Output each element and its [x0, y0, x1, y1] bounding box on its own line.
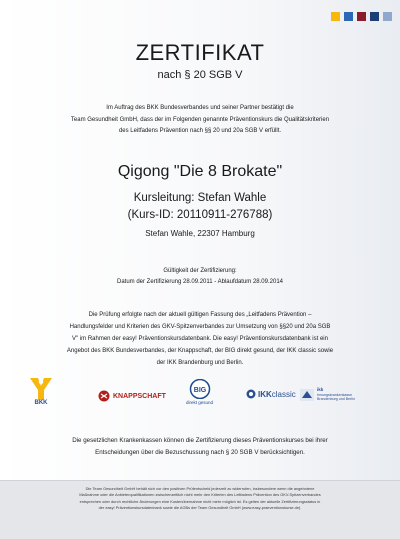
bkk-figure-icon: [28, 378, 54, 400]
body-line: Handlungsfelder und Kriterien des GKV-Spitzenverbandes zur Umsetzung von §§20 und 20a SGB: [69, 324, 331, 330]
closing-line: Die gesetzlichen Krankenkassen können die Zertifizierung dieses Präventionskurses bei ihrer: [72, 437, 328, 444]
knappschaft-emblem-icon: [98, 390, 110, 402]
big-logo: [186, 379, 213, 405]
footer-disclaimer: [0, 480, 400, 539]
footer-text: [26, 486, 374, 512]
body-paragraph: [28, 309, 372, 369]
body-line: der IKK Brandenburg und Berlin.: [156, 360, 244, 366]
brand-square-blue: [344, 12, 353, 21]
body-line: Angebot des BKK Bundesverbandes, der Knappschaft, der BIG direkt gesund, der IKK classic sowie: [66, 348, 334, 354]
intro-line: Im Auftrag des BKK Bundesverbandes und seiner Partner bestätigt die: [106, 105, 294, 111]
footer-line: Maßnahme oder die Anbieterqualifikationen zwischenzeitlich nicht mehr den Kriterien des Leitfadens Prävention des GKV-Spitzenverbandes: [79, 492, 321, 498]
big-badge-icon: [189, 379, 211, 399]
intro-line: Team Gesundheit GmbH, dass der im Folgenden genannte Präventionskurs die Qualitätskriterien: [70, 116, 330, 123]
big-badge-text: BIG: [193, 387, 206, 394]
body-line: V" im Rahmen der easy! Präventionskursdatenbank. Die easy! Präventionskursdatenbank ist ein: [72, 336, 328, 342]
ikk-brandenburg-line2: Brandenburg und Berlin: [317, 397, 355, 401]
course-id: (Kurs-ID: 20110911-276788): [127, 209, 273, 221]
closing-line: Entscheidungen über die Bezuschussung nach § 20 SGB V berücksichtigen.: [95, 449, 305, 456]
ikk-suffix: classic: [271, 389, 296, 399]
bkk-label: BKK: [34, 400, 48, 406]
body-line: Die Prüfung erfolgte nach der aktuell gültigen Fassung des „Leitfadens Prävention –: [88, 312, 312, 318]
footer-line: der easy! Präventionskursdatenbank sowie die AGBs der Team Gesundheit GmbH (www.easy-praeventionskurse.de).: [98, 505, 302, 511]
big-subtitle: direkt gesund: [186, 400, 214, 405]
certificate-title: ZERTIFIKAT: [135, 40, 265, 65]
ikk-brandenburg-label: [317, 388, 375, 402]
intro-paragraph: [30, 103, 370, 138]
ikk-brandenburg-emblem-icon: [300, 389, 314, 401]
course-leader: Kursleitung: Stefan Wahle: [133, 192, 267, 204]
knappschaft-logo: [98, 390, 166, 402]
ikk-prefix: IKK: [258, 389, 272, 399]
ikk-classic-emblem-icon: [246, 389, 256, 399]
knappschaft-label: KNAPPSCHAFT: [113, 392, 166, 400]
partner-logos: [18, 378, 382, 418]
bkk-logo: [24, 378, 58, 406]
ikk-classic-logo: [246, 389, 296, 399]
brand-square-yellow: [331, 12, 340, 21]
brand-color-squares: [331, 12, 392, 21]
closing-paragraph: [30, 435, 370, 459]
certificate-subtitle: nach § 20 SGB V: [157, 69, 243, 81]
validity-label: Gültigkeit der Zertifizierung:: [163, 268, 237, 274]
footer-line: entsprechen oder durch rechtliche Änderungen eine Kostenübernahme nicht mehr möglich ist. Es gelten der aktuelle Zertifizierungsstatus in: [79, 498, 321, 504]
ikk-classic-label: [258, 390, 296, 399]
brand-square-lightblue: [383, 12, 392, 21]
brand-square-red: [357, 12, 366, 21]
ikk-brandenburg-prefix: ikk: [317, 387, 324, 392]
ikk-brandenburg-line1: Innungskrankenkasse: [317, 392, 352, 397]
course-name: Qigong "Die 8 Brokate": [117, 163, 283, 180]
validity-block: [0, 266, 400, 288]
validity-dates: Datum der Zertifizierung 28.09.2011 - Ablaufdatum 28.09.2014: [117, 279, 283, 285]
footer-line: Die Team Gesundheit GmbH behält sich vor den positiven Prüfentscheid jederzeit zu widerrufen, insbesondere wenn die angebotene: [85, 486, 315, 491]
brand-square-navy: [370, 12, 379, 21]
ikk-brandenburg-logo: [300, 388, 375, 402]
intro-line: des Leitfadens Prävention nach §§ 20 und 20a SGB V erfüllt.: [118, 128, 282, 134]
course-location: Stefan Wahle, 22307 Hamburg: [145, 229, 255, 238]
